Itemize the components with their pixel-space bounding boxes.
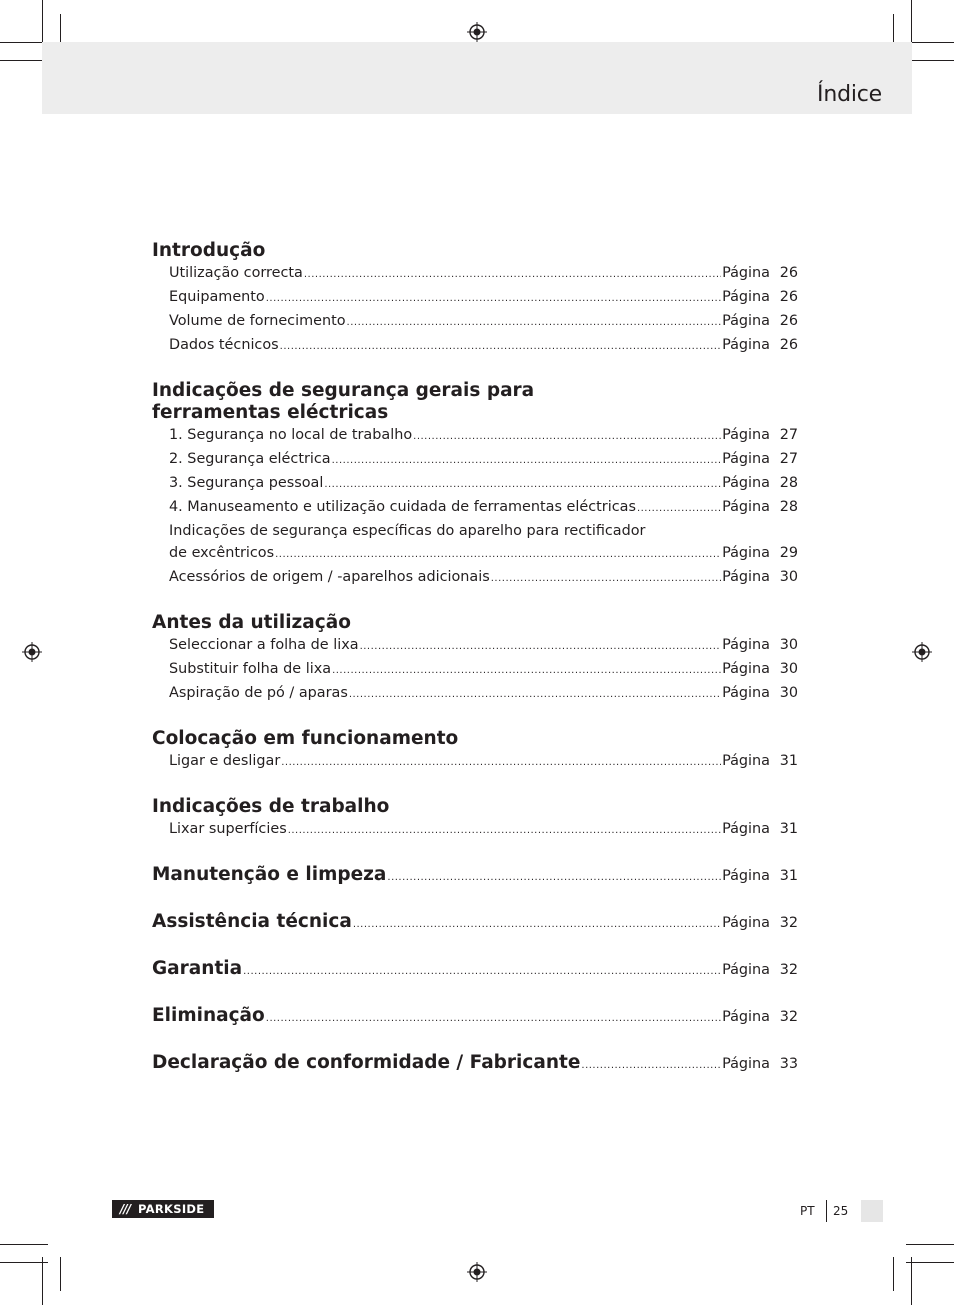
toc-section-heading	[152, 796, 798, 818]
dot-leader	[324, 474, 721, 496]
toc-entry-text: Indicações de segurança específicas do aparelho para rectificador	[169, 523, 646, 539]
page-label: Página	[722, 915, 770, 931]
page-label: Página	[722, 962, 770, 978]
dot-leader	[280, 336, 721, 358]
toc-section	[152, 1052, 798, 1077]
toc-entry-text: 4. Manuseamento e utilização cuidada de ferramentas eléctricas	[169, 499, 636, 515]
toc-heading-line: ferramentas eléctricas	[152, 402, 389, 423]
page-number-ref: 27	[779, 451, 798, 467]
page-number-ref: 31	[779, 753, 798, 769]
toc-section	[152, 864, 798, 889]
toc-entry	[169, 818, 798, 842]
registration-mark-icon	[467, 22, 487, 42]
toc-section-heading	[152, 728, 798, 750]
toc-heading-text: Colocação em funcionamento	[152, 728, 459, 749]
toc-entry	[169, 448, 798, 472]
crop-mark	[60, 1257, 61, 1291]
toc-heading-text: Introdução	[152, 240, 266, 261]
page-reference	[722, 750, 798, 772]
crop-mark	[906, 1244, 954, 1245]
crop-mark	[0, 1262, 48, 1263]
page-number-ref: 32	[779, 962, 798, 978]
dot-leader	[413, 426, 721, 448]
page-title: Índice	[817, 82, 882, 107]
toc-heading-text: Garantia	[152, 958, 243, 979]
page-reference	[722, 1006, 798, 1028]
toc-entry	[169, 310, 798, 334]
page-reference	[722, 310, 798, 332]
page-number-ref: 32	[779, 1009, 798, 1025]
toc-entry-text: Utilização correcta	[169, 265, 303, 281]
page-number-ref: 27	[779, 427, 798, 443]
toc-entry-text: Ligar e desligar	[169, 753, 281, 769]
dot-leader	[353, 914, 721, 936]
page-reference	[722, 472, 798, 494]
page-reference	[722, 818, 798, 840]
page-number-ref: 28	[779, 475, 798, 491]
toc-entry	[169, 542, 798, 566]
toc-heading-text: Eliminação	[152, 1005, 265, 1026]
page-label: Página	[722, 569, 770, 585]
toc-section-heading	[152, 380, 798, 424]
crop-mark	[906, 1262, 954, 1263]
page-reference	[722, 496, 798, 518]
page-reference	[722, 912, 798, 934]
page-number-ref: 26	[779, 265, 798, 281]
toc-entry	[169, 286, 798, 310]
page-reference	[722, 959, 798, 981]
dot-leader	[332, 660, 721, 682]
page-reference	[722, 566, 798, 588]
page-reference	[722, 682, 798, 704]
toc-entry	[169, 634, 798, 658]
page-label: Página	[722, 545, 770, 561]
dot-leader	[349, 684, 721, 706]
toc-section-heading	[152, 958, 798, 983]
dot-leader	[281, 752, 721, 774]
dot-leader	[347, 312, 722, 334]
toc-section	[152, 958, 798, 983]
page-label: Página	[722, 313, 770, 329]
footer-divider	[826, 1200, 827, 1222]
page-reference	[722, 262, 798, 284]
crop-mark	[42, 1257, 43, 1305]
page-number-ref: 30	[779, 569, 798, 585]
page-number-ref: 26	[779, 337, 798, 353]
page-label: Página	[722, 337, 770, 353]
toc-section	[152, 911, 798, 936]
page-reference	[722, 658, 798, 680]
page-label: Página	[722, 289, 770, 305]
table-of-contents	[152, 240, 798, 1099]
toc-entry	[169, 750, 798, 774]
crop-mark	[906, 60, 954, 61]
toc-entry-text: Equipamento	[169, 289, 265, 305]
page-reference	[722, 634, 798, 656]
page-reference	[722, 1053, 798, 1075]
toc-section	[152, 796, 798, 842]
toc-entry	[169, 496, 798, 520]
header-band	[42, 42, 912, 114]
page-label: Página	[722, 451, 770, 467]
toc-entry-text: Seleccionar a folha de lixa	[169, 637, 359, 653]
dot-leader	[266, 1008, 721, 1030]
page-reference	[722, 334, 798, 356]
page-number-ref: 32	[779, 915, 798, 931]
registration-mark-icon	[467, 1262, 487, 1282]
toc-entry	[169, 262, 798, 286]
toc-entry-text: 2. Segurança eléctrica	[169, 451, 331, 467]
page-number-ref: 28	[779, 499, 798, 515]
page-number-ref: 30	[779, 637, 798, 653]
page-number-ref: 31	[779, 821, 798, 837]
toc-entry-text: Dados técnicos	[169, 337, 279, 353]
toc-heading-text: Indicações de trabalho	[152, 796, 390, 817]
logo-brand-text: PARKSIDE	[138, 1202, 205, 1216]
toc-entry	[169, 658, 798, 682]
crop-mark	[0, 42, 48, 43]
page-label: Página	[722, 685, 770, 701]
toc-heading-text: Manutenção e limpeza	[152, 864, 387, 885]
crop-mark	[911, 0, 912, 48]
page-number-ref: 29	[779, 545, 798, 561]
toc-section-heading	[152, 1052, 798, 1077]
crop-mark	[911, 1257, 912, 1305]
page-label: Página	[722, 265, 770, 281]
toc-section-heading	[152, 911, 798, 936]
toc-entry	[169, 334, 798, 358]
page-reference	[722, 424, 798, 446]
page-label: Página	[722, 1009, 770, 1025]
language-code: PT	[800, 1204, 815, 1218]
toc-section	[152, 612, 798, 706]
page-label: Página	[722, 427, 770, 443]
dot-leader	[491, 568, 721, 590]
page-number-ref: 30	[779, 661, 798, 677]
dot-leader	[387, 867, 721, 889]
toc-section-heading	[152, 1005, 798, 1030]
toc-entry-text: Lixar superfícies	[169, 821, 287, 837]
registration-mark-icon	[22, 642, 42, 662]
toc-section	[152, 728, 798, 774]
dot-leader	[304, 264, 721, 286]
page-number-ref: 31	[779, 868, 798, 884]
toc-section	[152, 240, 798, 358]
page-label: Página	[722, 821, 770, 837]
toc-entry-text: Aspiração de pó / aparas	[169, 685, 348, 701]
dot-leader	[360, 636, 722, 658]
toc-section	[152, 1005, 798, 1030]
toc-heading-text: Assistência técnica	[152, 911, 352, 932]
toc-heading-line: Indicações de segurança gerais para	[152, 380, 535, 401]
toc-entry-text: Acessórios de origem / -aparelhos adicionais	[169, 569, 490, 585]
page-number-ref: 30	[779, 685, 798, 701]
page-label: Página	[722, 661, 770, 677]
page-number-ref: 26	[779, 313, 798, 329]
dot-leader	[266, 288, 721, 310]
logo-stripes: ///	[119, 1202, 131, 1216]
toc-entry	[169, 520, 798, 542]
crop-mark	[906, 42, 954, 43]
page-label: Página	[722, 499, 770, 515]
page-number-ref: 26	[779, 289, 798, 305]
page-number-ref: 33	[779, 1056, 798, 1072]
registration-mark-icon	[912, 642, 932, 662]
toc-entry	[169, 472, 798, 496]
page-reference	[722, 865, 798, 887]
dot-leader	[332, 450, 721, 472]
page-number: 25	[833, 1204, 849, 1218]
toc-section-heading	[152, 612, 798, 634]
page-label: Página	[722, 1056, 770, 1072]
page-label: Página	[722, 637, 770, 653]
parkside-logo	[112, 1200, 214, 1218]
page-reference	[722, 286, 798, 308]
toc-heading-text: Declaração de conformidade / Fabricante	[152, 1052, 581, 1073]
crop-mark	[0, 60, 48, 61]
footer-tab-box	[861, 1200, 883, 1222]
crop-mark	[0, 1244, 48, 1245]
toc-entry-text: Substituir folha de lixa	[169, 661, 332, 677]
toc-section-heading	[152, 240, 798, 262]
dot-leader	[243, 961, 721, 983]
toc-entry-text: 3. Segurança pessoal	[169, 475, 324, 491]
toc-section-heading	[152, 864, 798, 889]
page-reference	[722, 448, 798, 470]
toc-entry	[169, 566, 798, 590]
dot-leader	[637, 498, 721, 520]
dot-leader	[581, 1055, 721, 1077]
toc-entry	[169, 424, 798, 448]
crop-mark	[42, 0, 43, 48]
dot-leader	[275, 544, 721, 566]
page-reference	[722, 542, 798, 564]
page-label: Página	[722, 753, 770, 769]
crop-mark	[893, 1257, 894, 1291]
toc-entry-text: Volume de fornecimento	[169, 313, 346, 329]
toc-entry-text: de excêntricos	[169, 545, 275, 561]
page-label: Página	[722, 475, 770, 491]
toc-entry-text: 1. Segurança no local de trabalho	[169, 427, 413, 443]
page-footer	[800, 1200, 883, 1222]
toc-section	[152, 380, 798, 590]
toc-entry	[169, 682, 798, 706]
dot-leader	[288, 820, 721, 842]
page-label: Página	[722, 868, 770, 884]
toc-heading-text: Antes da utilização	[152, 612, 351, 633]
